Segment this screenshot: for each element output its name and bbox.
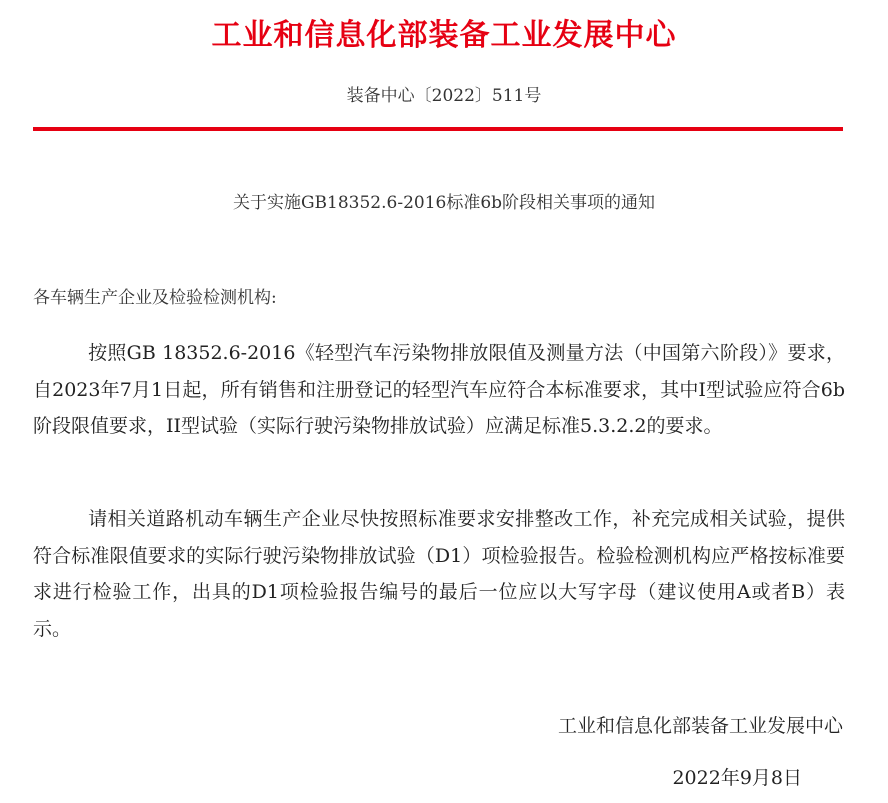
salutation: 各车辆生产企业及检验检测机构: xyxy=(33,288,277,308)
red-divider xyxy=(33,127,843,131)
body-paragraph-2: 请相关道路机动车辆生产企业尽快按照标准要求安排整改工作，补充完成相关试验，提供符合标准限值要求的实际行驶污染物排放试验（D1）项检验报告。检验检测机构应严格按标准要求进行检验工作，出具的D1项检验报告编号的最后一位应以大写字母（建议使用A或者B）表示。 xyxy=(33,508,845,640)
signature-date: 2022年9月8日 xyxy=(672,767,802,789)
body-paragraph-1: 按照GB 18352.6-2016《轻型汽车污染物排放限值及测量方法（中国第六阶段）》要求，自2023年7月1日起，所有销售和注册登记的轻型汽车应符合本标准要求，其中I型试验应符合6b阶段限值要求，II型试验（实际行驶污染物排放试验）应满足标准5.3.2.2的要求。 xyxy=(33,342,845,437)
notice-title: 关于实施GB18352.6-2016标准6b阶段相关事项的通知 xyxy=(232,193,656,213)
document-number: 装备中心〔2022〕511号 xyxy=(346,86,542,106)
signature-organization: 工业和信息化部装备工业发展中心 xyxy=(557,715,843,737)
issuing-organization-header: 工业和信息化部装备工业发展中心 xyxy=(211,18,677,53)
